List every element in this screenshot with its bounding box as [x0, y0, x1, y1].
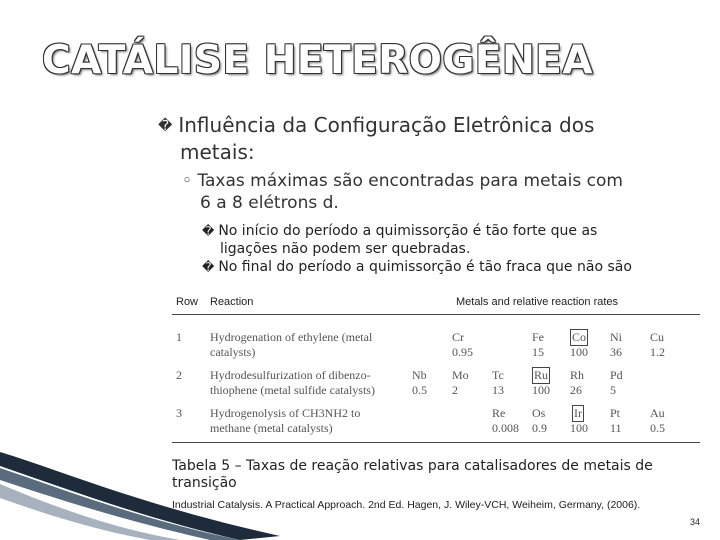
rate-value: 0.5: [650, 421, 665, 435]
bullet3-item-line1: No início do período a quimissorção é tão forte que as: [218, 223, 598, 239]
rate-value: 5: [610, 383, 616, 397]
metal-symbol: Mo: [452, 368, 469, 382]
rate-value: 0.008: [492, 421, 519, 435]
bullet3-item: [202, 222, 690, 258]
rate-value: 26: [570, 383, 582, 397]
bullet-level-1: [158, 112, 688, 165]
rate-value: 100: [570, 421, 588, 435]
reaction-text: methane (metal catalysts): [210, 421, 333, 435]
rate-value: 2: [452, 383, 458, 397]
metal-symbol-highlighted: Ir: [574, 406, 582, 420]
rate-value: 0.5: [412, 383, 427, 397]
reaction-text: Hydrodesulfurization of dibenzo-: [210, 368, 371, 382]
metal-symbol: Pd: [610, 368, 623, 382]
bullet-level-2: [182, 170, 692, 214]
reaction-rates-table: [172, 290, 700, 445]
rate-value: 100: [532, 383, 550, 397]
bullet-box-icon: �: [202, 224, 215, 238]
rate-value: 100: [570, 345, 588, 359]
bullet-box-icon: �: [202, 260, 215, 274]
row-number: 2: [176, 368, 182, 382]
rate-value: 11: [610, 421, 622, 435]
table-rule: [172, 442, 700, 443]
rate-value: 1.2: [650, 345, 665, 359]
bullet3-item: [202, 258, 690, 276]
reaction-text: thiophene (metal sulfide catalysts): [210, 383, 375, 397]
reaction-text: catalysts): [210, 345, 256, 359]
metal-symbol: Cr: [452, 330, 464, 344]
metal-symbol: Nb: [412, 368, 427, 382]
rate-value: 0.95: [452, 345, 473, 359]
header-reaction: Reaction: [210, 296, 254, 308]
reaction-text: Hydrogenolysis of CH3NH2 to: [210, 406, 361, 420]
row-number: 1: [176, 330, 182, 344]
rate-value: 13: [492, 383, 504, 397]
row-number: 3: [176, 406, 182, 420]
bullet-box-icon: �: [158, 118, 173, 134]
page-title: CATÁLISE HETEROGÊNEA: [42, 38, 594, 83]
page-number: 34: [690, 517, 701, 527]
rate-value: 36: [610, 345, 622, 359]
circle-bullet-icon: ◦: [182, 171, 193, 191]
bullet-level-3-list: [202, 222, 690, 276]
metal-symbol: Tc: [492, 368, 504, 382]
metal-symbol-highlighted: Ru: [534, 368, 549, 382]
metal-symbol: Re: [492, 406, 506, 420]
source-citation: Industrial Catalysis. A Practical Approach. 2nd Ed. Hagen, J. Wiley-VCH, Weiheim, Germany, (2006).: [172, 499, 641, 511]
metal-symbol: Cu: [650, 330, 665, 344]
bullet2-line2: 6 a 8 elétrons d.: [200, 193, 339, 213]
metal-symbol: Fe: [532, 330, 544, 344]
table-caption: Tabela 5 – Taxas de reação relativas para catalisadores de metais de transição: [172, 458, 653, 491]
metal-symbol: Ni: [610, 330, 622, 344]
metal-symbol: Au: [650, 406, 665, 420]
metal-symbol: Os: [532, 406, 546, 420]
bullet3-item-line2: ligações não podem ser quebradas.: [220, 241, 471, 257]
header-metals: Metals and relative reaction rates: [456, 296, 619, 308]
bullet1-line1: Influência da Configuração Eletrônica dos: [178, 113, 595, 137]
header-row: Row: [176, 296, 199, 308]
bullet1-line2: metais:: [180, 140, 255, 164]
table-rule: [172, 314, 700, 315]
bullet3-item-line1: No final do período a quimissorção é tão fraca que não são: [218, 259, 632, 275]
metal-symbol: Rh: [570, 368, 585, 382]
rate-value: 15: [532, 345, 544, 359]
metal-symbol-highlighted: Co: [572, 330, 587, 344]
metal-symbol: Pt: [610, 406, 621, 420]
rate-value: 0.9: [532, 421, 547, 435]
bullet2-line1: Taxas máximas são encontradas para metais com: [197, 171, 623, 191]
reaction-text: Hydrogenation of ethylene (metal: [210, 330, 373, 344]
